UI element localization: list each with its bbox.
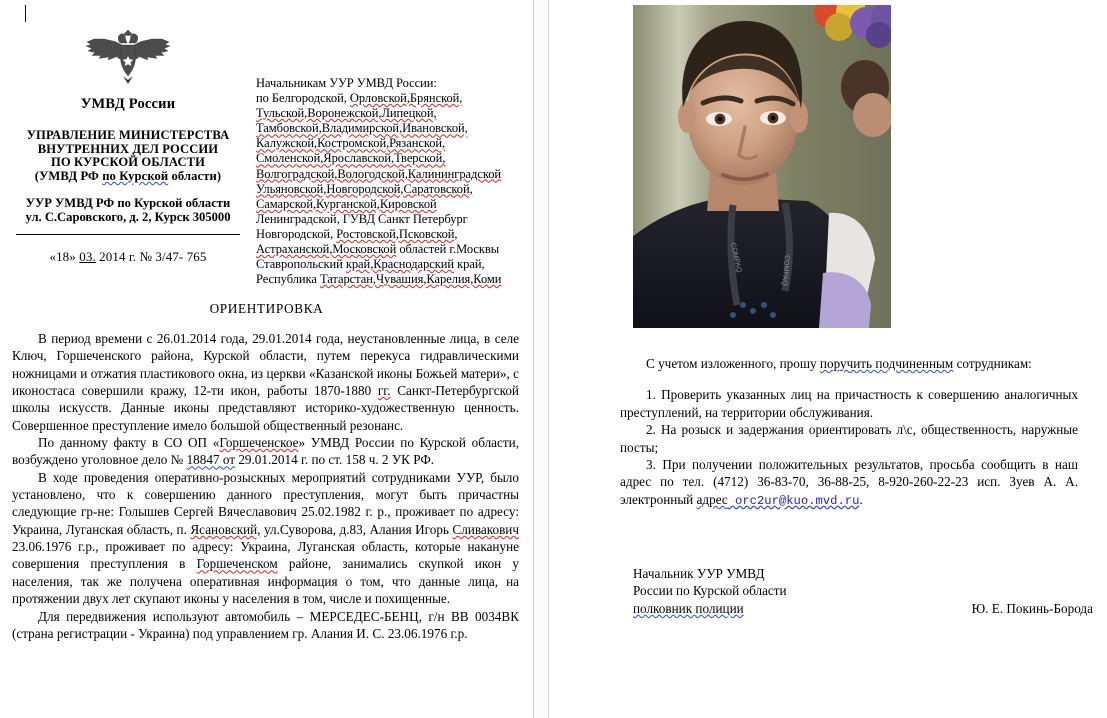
- instruction-item-2: 2. На розыск и задержания ориентировать л\с, общественность, наружные посты;: [620, 422, 1078, 455]
- p3-spell-flag-2: Сливакович: [452, 521, 519, 537]
- addressee-list: [256, 91, 528, 287]
- p2-part-c: 29.01.2014 г. по ст. 158 ч. 2 УК РФ.: [235, 452, 435, 468]
- org-full-line-3: ПО КУРСКОЙ ОБЛАСТИ: [50, 155, 206, 170]
- addressee-line: [256, 121, 528, 136]
- p1-part-b: Санкт-Петербургской школы искусств. Данные иконы представляют историко-художественную ценность. Совершенное преступление имело большой общественный резонанс.: [12, 383, 519, 433]
- addressee-block: [256, 76, 528, 287]
- addressee-spell-flag: край,Краснодарский: [345, 257, 455, 272]
- intro-part-b: сотрудникам:: [953, 356, 1032, 371]
- item3-part-a: 3. При получении положительных результатов, просьба сообщить в наш адрес по тел. (4712) 36-83-70, 36-88-25, 8-920-260-22-23 исп. Зуев А. А. электронный: [620, 457, 1078, 507]
- signer-rank: полковник полиции: [633, 600, 744, 616]
- addressee-spell-flag: Ульяновской,Новгородской,Саратовской,: [256, 181, 473, 196]
- addressee-line: [256, 227, 528, 242]
- addressee-tail: край,: [454, 257, 485, 272]
- org-address: [12, 196, 244, 224]
- paragraph-spacer: [620, 372, 1078, 386]
- addressee-spell-flag: Татарстан,Чувашия,Карелия,Коми: [319, 272, 502, 287]
- svg-text:COMPAQ: COMPAQ: [780, 254, 790, 286]
- docnum-month: 03.: [79, 249, 96, 265]
- right-document-page: [549, 0, 1107, 718]
- instruction-item-3: [620, 456, 1078, 510]
- intro-grammar-flag: поручить подчиненным: [819, 356, 954, 371]
- body-paragraph-2: [12, 434, 519, 469]
- addressee-spell-flag: Ростовской,Псковской,: [336, 226, 458, 241]
- p2-part-a: По данному факту в СО ОП «: [38, 435, 220, 451]
- addressee-line: [256, 212, 528, 227]
- letterhead: [12, 28, 244, 265]
- addressee-line: [256, 106, 528, 121]
- email-link[interactable]: orc2ur@kuo.mvd.ru: [727, 493, 860, 508]
- addressee-spell-flag: Самарской,Курганской,Кировской: [256, 196, 437, 211]
- suspect-photo-image: [633, 5, 891, 328]
- org-full-line-1: УПРАВЛЕНИЕ МИНИСТЕРСТВА: [26, 128, 230, 142]
- addressee-spell-flag: Смоленской,Ярославской,Тверской,: [256, 151, 446, 166]
- org-line4-grammar-flag: по Курской: [102, 168, 169, 183]
- addressee-line: [256, 197, 528, 212]
- addressee-spell-flag: Калужской,Костромской,Рязанской,: [256, 136, 446, 151]
- russian-mvd-eagle-emblem-icon: [84, 28, 172, 86]
- docnum-prefix: «18»: [49, 249, 80, 265]
- org-full-name: [12, 129, 244, 183]
- p2-spell-flag: Горшеченское: [219, 435, 299, 451]
- addressee-heading: Начальникам УУР УМВД России:: [256, 76, 437, 90]
- addressee-line: [256, 272, 528, 287]
- instruction-item-1: 1. Проверить указанных лиц на причастность к совершению аналогичных преступлений, на территории обслуживания.: [620, 387, 1078, 420]
- p3-part-a: В ходе проведения оперативно-розыскных мероприятий сотрудниками УУР, было установлено, что к совершению данного преступления, могут быть причастны следующие гр-не: Голышев Сергей Вячеславович 25.02.1982 г. р., проживает по адресу: Украина, Луганская область, п.: [12, 469, 519, 537]
- body-paragraph-3: [12, 469, 519, 608]
- p3-spell-flag-1: Ясановский,: [190, 521, 261, 537]
- org-full-line-4: [12, 170, 244, 184]
- addressee-spell-flag: Тульской,Воронежской,Липецкой,: [256, 106, 437, 121]
- org-address-line-1: УУР УМВД РФ по Курской области: [25, 196, 231, 211]
- instructions-intro: [620, 355, 1078, 372]
- signer-title-line-1: Начальник УУР УМВД: [633, 566, 765, 581]
- addressee-line: [256, 91, 528, 106]
- org-line4-suffix: области): [168, 168, 222, 183]
- p2-part-b: » УМВД России по Курской области, возбуждено уголовное дело №: [12, 435, 519, 468]
- addressee-line: [256, 167, 528, 182]
- left-document-page: [0, 0, 533, 718]
- document-number-line: [12, 249, 244, 265]
- svg-text:COMPAQ: COMPAQ: [729, 241, 743, 274]
- item3-grammar-flag: адрес: [696, 491, 728, 507]
- addressee-tail: областей г.Москвы: [396, 242, 500, 257]
- org-address-line-2: ул. С.Саровского, д. 2, Курск 305000: [25, 210, 231, 225]
- body-paragraph-1: [12, 330, 519, 434]
- p1-part-a: В период времени с 26.01.2014 года, 29.01.2014 года, неустановленные лица, в селе Ключ, Горшеченского района, Курской области, путем перекуса гидравлическими ножницами и отжатия пластикового окна, из церкви «Казанской иконы Божьей матери», с иконостаса совершили кражу, 12-ти икон, работы 1870-1880: [12, 331, 519, 399]
- body-paragraph-4: Для передвижения используют автомобиль – МЕРСЕДЕС-БЕНЦ, г/н ВВ 0034ВК (страна регистрации - Украина) под управлением гр. Алания И. С. 23.06.1976 г.р.: [12, 608, 519, 641]
- addressee-line: [256, 182, 528, 197]
- addressee-line: [256, 151, 528, 166]
- signature-block: [633, 565, 1093, 617]
- org-line4-prefix: (УМВД РФ: [34, 168, 103, 183]
- p1-spell-flag: гг.: [377, 383, 391, 399]
- letterhead-divider: [16, 234, 240, 235]
- document-body: [12, 330, 519, 642]
- addressee-plain: Ленинградской, ГУВД Санкт Петербург: [256, 211, 468, 226]
- p3-part-c: 23.06.1976 г.р., проживает по адресу: Украина, Луганская область, которые накануне совершения преступления в: [12, 539, 519, 572]
- org-short-name: УМВД России: [80, 96, 176, 112]
- signer-title-line-2: России по Курской области: [633, 583, 787, 599]
- addressee-spell-flag: Астраханской,Московской: [256, 242, 397, 257]
- addressee-line: [256, 136, 528, 151]
- docnum-suffix: 2014 г. № 3/47- 765: [95, 249, 207, 265]
- instructions-block: [620, 355, 1078, 510]
- document-title: ОРИЕНТИРОВКА: [209, 301, 324, 316]
- addressee-spell-flag: Волгоградской,Вологодской,Калининградской: [256, 166, 502, 181]
- p2-case-number-grammar-flag: 18847 от: [186, 452, 236, 468]
- p3-spell-flag-3: Горшеченском: [196, 556, 278, 572]
- addressee-spell-flag: Орловской,Брянской,: [349, 91, 463, 106]
- addressee-line: [256, 242, 528, 257]
- addressee-line: [256, 257, 528, 272]
- p3-part-d: районе, занимались скупкой икон у населения, так же получена оперативная информация о том, что данные лица, на протяжении двух лет скупают иконы у населения в том, числе и похищенные.: [12, 556, 520, 607]
- item3-tail: .: [859, 491, 863, 507]
- addressee-plain: по Белгородской,: [256, 91, 350, 106]
- intro-part-a: С учетом изложенного, прошу: [646, 356, 820, 371]
- signer-name: Ю. Е. Покинь-Борода: [971, 600, 1093, 616]
- p3-part-b: ул.Суворова, д.83, Алания Игорь: [260, 521, 453, 537]
- org-full-line-2: ВНУТРЕННИХ ДЕЛ РОССИИ: [37, 141, 219, 156]
- addressee-plain: Республика: [256, 272, 320, 287]
- addressee-plain: Новгородской,: [256, 226, 337, 241]
- signer-rank-row: [633, 600, 1093, 617]
- suspect-photo: [633, 5, 891, 328]
- page-gutter-divider: [533, 0, 549, 718]
- addressee-spell-flag: Тамбовской,Владимирской,Ивановской,: [256, 121, 468, 136]
- addressee-plain: Ставропольский: [256, 257, 346, 272]
